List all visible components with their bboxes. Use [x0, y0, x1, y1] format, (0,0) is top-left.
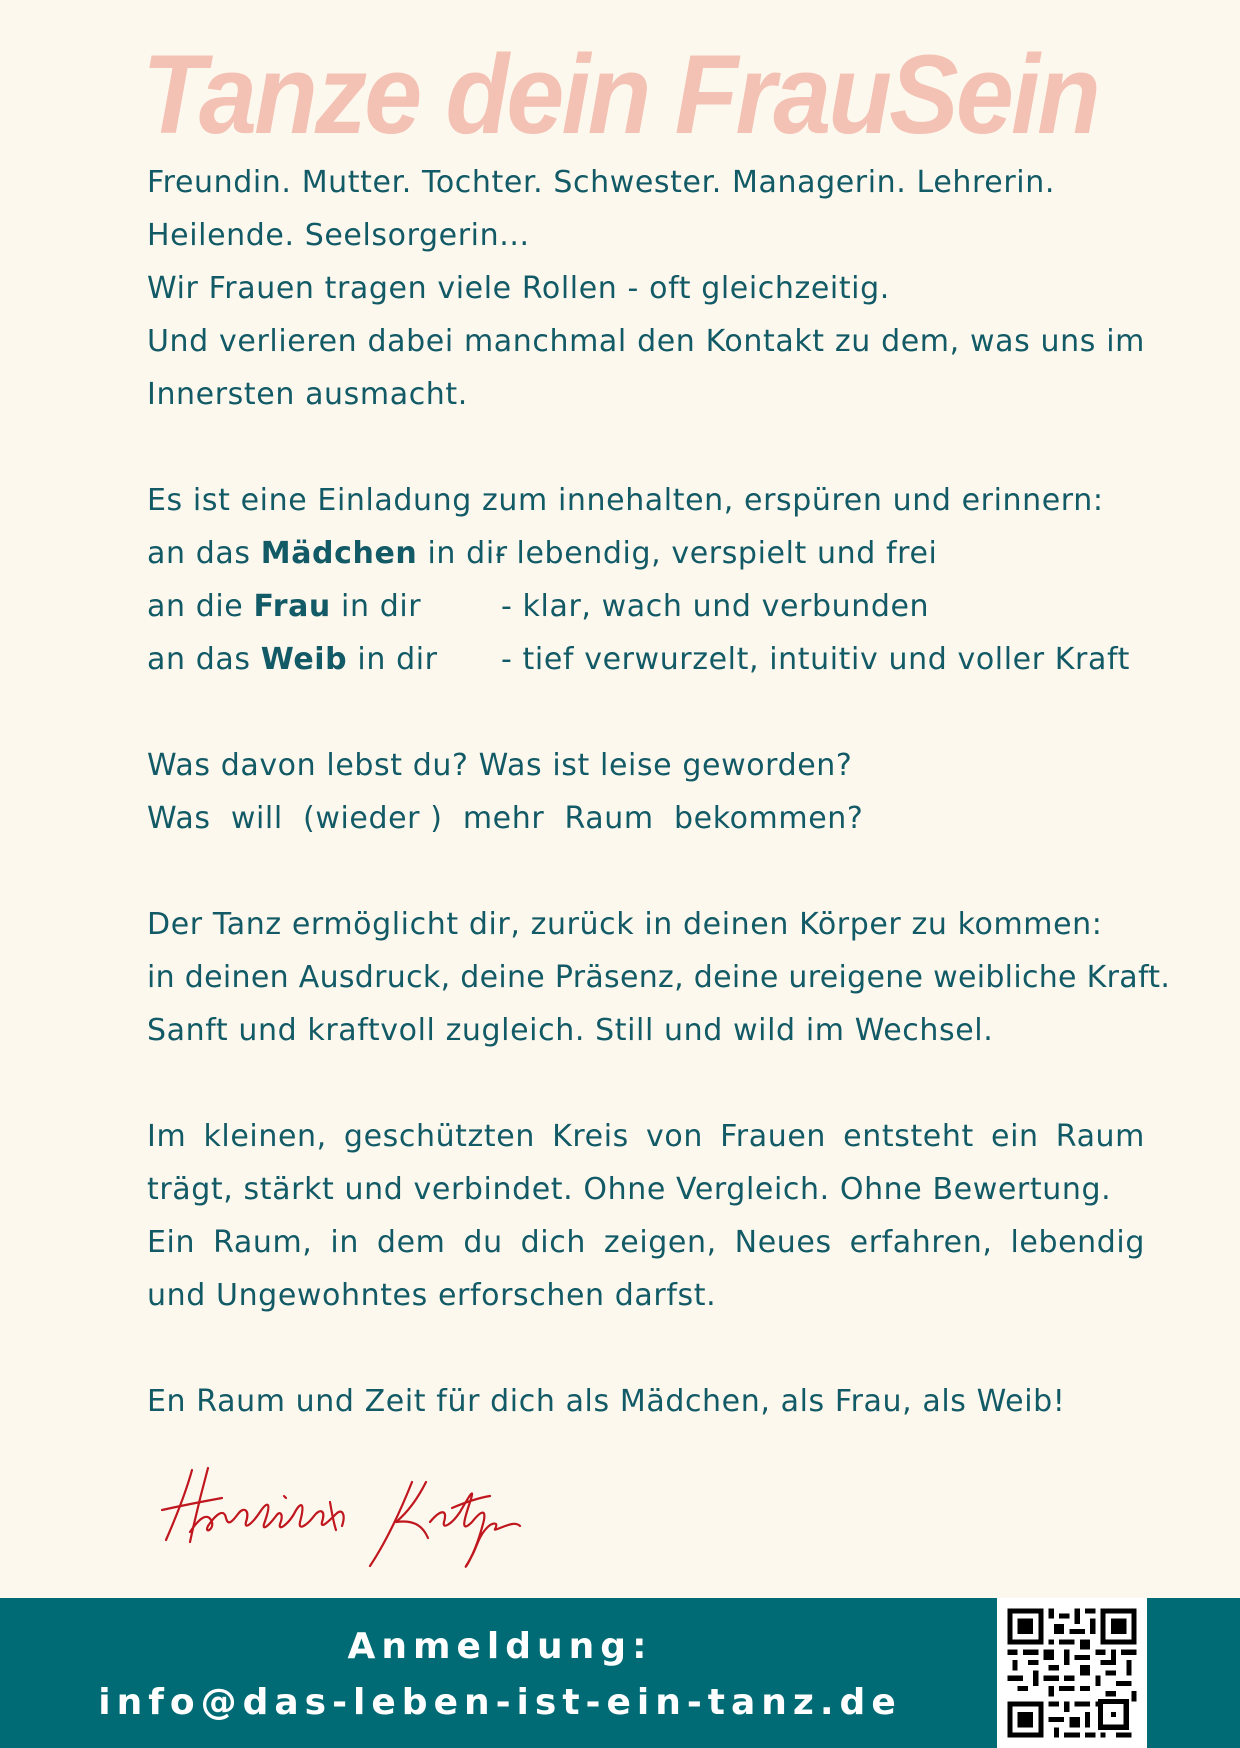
invitation-row: [147, 580, 1145, 633]
p6-line1: En Raum und Zeit für dich als Mädchen, als Frau, als Weib!: [147, 1384, 1066, 1419]
row-description: - tief verwurzelt, intuitiv und voller Kraft: [501, 642, 1130, 677]
row-suffix: in dir: [417, 536, 508, 571]
row-prefix: an die: [147, 589, 254, 624]
p5-line4: und Ungewohntes erforschen darfst.: [147, 1278, 717, 1313]
contact-email[interactable]: info@das-leben-ist-ein-tanz.de: [98, 1682, 902, 1723]
p3-line1: Was davon lebst du? Was ist leise geworden?: [147, 748, 853, 783]
row-keyword: Mädchen: [260, 536, 418, 571]
row-suffix: in dir: [347, 642, 438, 677]
p5-line3: Ein Raum, in dem du dich zeigen, Neues erfahren, lebendig: [147, 1225, 1145, 1260]
p4-line3: Sanft und kraftvoll zugleich. Still und wild im Wechsel.: [147, 1013, 994, 1048]
p2-intro: Es ist eine Einladung zum innehalten, erspüren und erinnern:: [147, 483, 1104, 518]
registration-label: Anmeldung:: [347, 1626, 653, 1667]
row-keyword: Frau: [253, 589, 331, 624]
invitation-row: [147, 633, 1145, 686]
invitation-row: [147, 527, 1145, 580]
qr-code-icon: [997, 1598, 1147, 1748]
p1-line4: Und verlieren dabei manchmal den Kontakt zu dem, was uns im: [147, 324, 1145, 359]
signature: [160, 1462, 560, 1572]
p5-line2: trägt, stärkt und verbindet. Ohne Vergleich. Ohne Bewertung.: [147, 1172, 1112, 1207]
footer-bar: [0, 1598, 1240, 1748]
p1-line5: Innersten ausmacht.: [147, 377, 468, 412]
row-prefix: an das: [147, 642, 261, 677]
row-description: - lebendig, verspielt und frei: [495, 536, 938, 571]
row-prefix: an das: [147, 536, 261, 571]
p1-line3: Wir Frauen tragen viele Rollen - oft gleichzeitig.: [147, 271, 890, 306]
p4-line1: Der Tanz ermöglicht dir, zurück in deinen Körper zu kommen:: [147, 907, 1103, 942]
row-description: - klar, wach und verbunden: [501, 589, 930, 624]
p1-line1: Freundin. Mutter. Tochter. Schwester. Managerin. Lehrerin.: [147, 165, 1055, 200]
row-suffix: in dir: [330, 589, 422, 624]
page-title: Tanze dein FrauSein: [141, 32, 1098, 157]
p4-line2: in deinen Ausdruck, deine Präsenz, deine ureigene weibliche Kraft.: [147, 960, 1171, 995]
body-text: [147, 156, 1171, 1428]
p3-line2: Was will (wieder ) mehr Raum bekommen?: [147, 801, 864, 836]
p1-line2: Heilende. Seelsorgerin...: [147, 218, 530, 253]
p5-line1: Im kleinen, geschützten Kreis von Frauen entsteht ein Raum: [147, 1119, 1145, 1154]
row-keyword: Weib: [260, 642, 348, 677]
